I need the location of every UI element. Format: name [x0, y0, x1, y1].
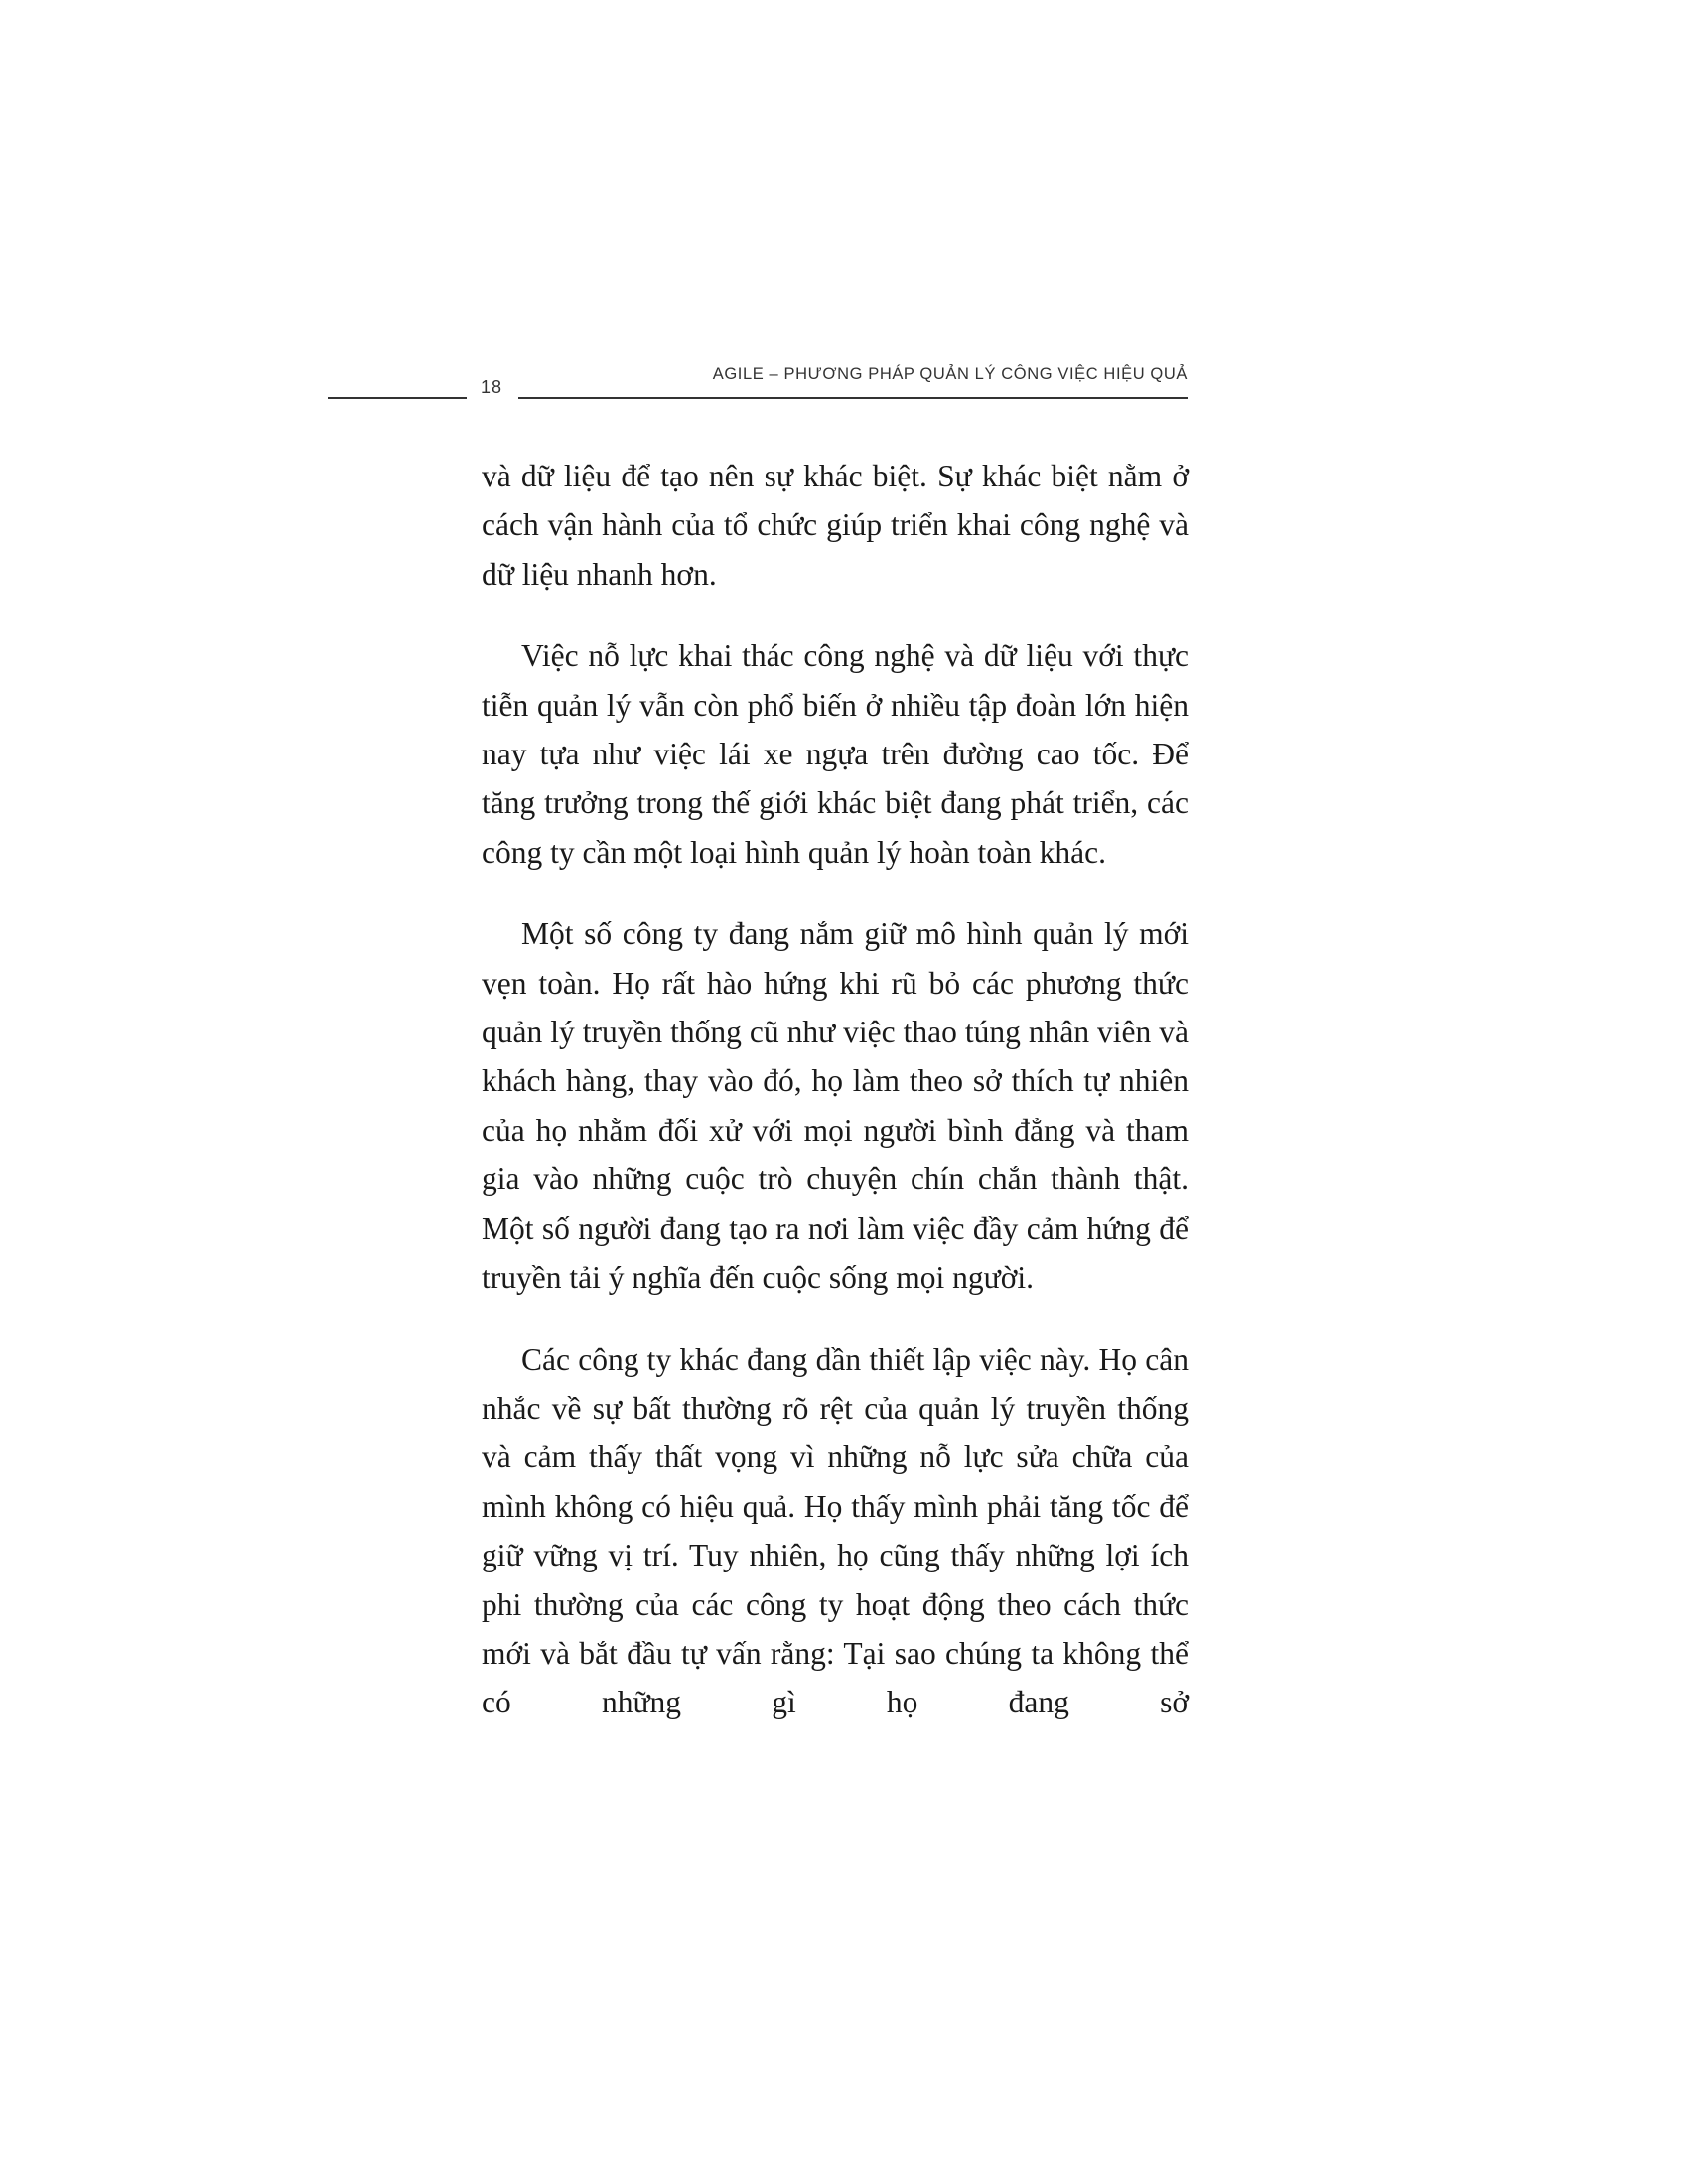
- paragraph-4: Các công ty khác đang dần thiết lập việc này. Họ cân nhắc về sự bất thường rõ rệt của quản lý truyền thống và cảm thấy thất vọng vì những nỗ lực sửa chữa của mình không có hiệu quả. Họ thấy mình phải tăng tốc để giữ vững vị trí. Tuy nhiên, họ cũng thấy những lợi ích phi thường của các công ty hoạt động theo cách thức mới và bắt đầu tự vấn rằng: Tại sao chúng ta không thể có những gì họ đang sở: [482, 1341, 1189, 1720]
- header-rule-right: [518, 397, 1188, 399]
- paragraph-1: và dữ liệu để tạo nên sự khác biệt. Sự khác biệt nằm ở cách vận hành của tổ chức giúp triển khai công nghệ và dữ liệu nhanh hơn.: [482, 459, 1189, 592]
- running-title: AGILE – PHƯƠNG PHÁP QUẢN LÝ CÔNG VIỆC HIỆU QUẢ: [712, 365, 1188, 383]
- header-rule-left: [328, 397, 467, 399]
- body-text: [482, 452, 1189, 1727]
- page-number: 18: [481, 377, 503, 397]
- page-header: [0, 0, 1688, 417]
- paragraph-3: Một số công ty đang nắm giữ mô hình quản lý mới vẹn toàn. Họ rất hào hứng khi rũ bỏ các phương thức quản lý truyền thống cũ như việc thao túng nhân viên và khách hàng, thay vào đó, họ làm theo sở thích tự nhiên của họ nhằm đối xử với mọi người bình đẳng và tham gia vào những cuộc trò chuyện chín chắn thành thật. Một số người đang tạo ra nơi làm việc đầy cảm hứng để truyền tải ý nghĩa đến cuộc sống mọi người.: [482, 916, 1189, 1296]
- paragraph-2: Việc nỗ lực khai thác công nghệ và dữ liệu với thực tiễn quản lý vẫn còn phổ biến ở nhiều tập đoàn lớn hiện nay tựa như việc lái xe ngựa trên đường cao tốc. Để tăng trưởng trong thế giới khác biệt đang phát triển, các công ty cần một loại hình quản lý hoàn toàn khác.: [482, 638, 1189, 870]
